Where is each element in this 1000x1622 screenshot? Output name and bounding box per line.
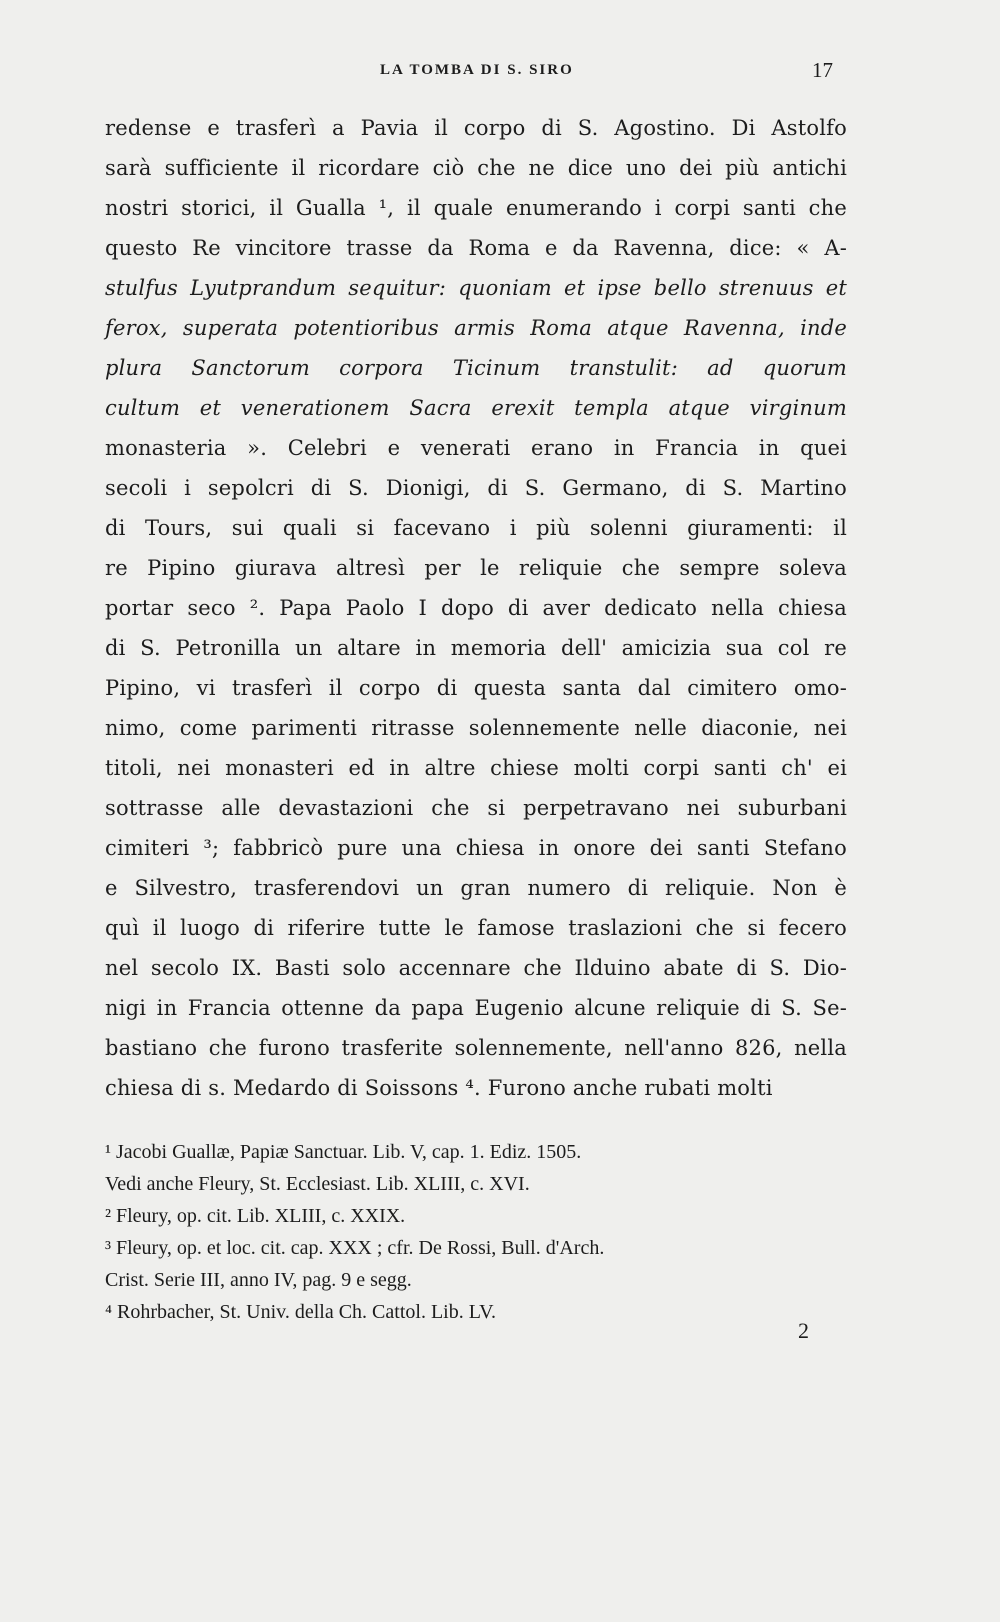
body-line: redense e trasferì a Pavia il corpo di S. Agostino. Di Astolfo [105,116,847,140]
footnote-2: ² Fleury, op. cit. Lib. XLIII, c. XXIX. [105,1205,406,1227]
body-line: Pipino, vi trasferì il corpo di questa santa dal cimitero omo- [105,676,847,700]
footnote-4: ⁴ Rohrbacher, St. Univ. della Ch. Cattol. Lib. LV. [105,1301,496,1323]
signature-mark: 2 [798,1318,809,1343]
body-line: quì il luogo di riferire tutte le famose traslazioni che si fecero [105,916,847,940]
body-line: di S. Petronilla un altare in memoria dell' amicizia sua col re [105,636,847,660]
footnote-3: ³ Fleury, op. et loc. cit. cap. XXX ; cfr. De Rossi, Bull. d'Arch. [105,1237,605,1259]
body-line: nigi in Francia ottenne da papa Eugenio alcune reliquie di S. Se- [105,996,847,1020]
body-line-latin: plura Sanctorum corpora Ticinum transtulit: ad quorum [105,356,847,380]
body-line: bastiano che furono trasferite solennemente, nell'anno 826, nella [105,1036,847,1060]
body-line: chiesa di s. Medardo di Soissons ⁴. Furono anche rubati molti [105,1076,773,1100]
body-line: questo Re vincitore trasse da Roma e da Ravenna, dice: « A- [105,236,847,260]
body-line: titoli, nei monasteri ed in altre chiese molti corpi santi ch' ei [105,756,847,780]
body-line: e Silvestro, trasferendovi un gran numero di reliquie. Non è [105,876,847,900]
body-line: nel secolo IX. Basti solo accennare che Ilduino abate di S. Dio- [105,956,847,980]
body-line-latin: cultum et venerationem Sacra erexit templa atque virginum [105,396,847,420]
body-line: portar seco ². Papa Paolo I dopo di aver dedicato nella chiesa [105,596,847,620]
body-line: sarà sufficiente il ricordare ciò che ne dice uno dei più antichi [105,156,847,180]
body-line: re Pipino giurava altresì per le reliquie che sempre soleva [105,556,847,580]
footnote-3-continued: Crist. Serie III, anno IV, pag. 9 e segg. [105,1269,412,1291]
body-line: nostri storici, il Gualla ¹, il quale enumerando i corpi santi che [105,196,847,220]
body-line: sottrasse alle devastazioni che si perpetravano nei suburbani [105,796,847,820]
body-line-latin: stulfus Lyutprandum sequitur: quoniam et ipse bello strenuus et [105,276,847,300]
footnotes [105,1136,855,1328]
body-line: nimo, come parimenti ritrasse solennemente nelle diaconie, nei [105,716,847,740]
body-line-latin: ferox, superata potentioribus armis Roma atque Ravenna, inde [105,316,847,340]
page-number: 17 [812,58,833,82]
body-line: monasteria ». Celebri e venerati erano in Francia in quei [105,436,847,460]
footnote-1: ¹ Jacobi Guallæ, Papiæ Sanctuar. Lib. V, cap. 1. Ediz. 1505. [105,1141,582,1163]
body-line: cimiteri ³; fabbricò pure una chiesa in onore dei santi Stefano [105,836,847,860]
body-text [105,108,847,1108]
running-title: LA TOMBA DI S. SIRO [380,62,574,78]
body-line: di Tours, sui quali si facevano i più solenni giuramenti: il [105,516,847,540]
body-line: secoli i sepolcri di S. Dionigi, di S. Germano, di S. Martino [105,476,847,500]
footnote-1-continued: Vedi anche Fleury, St. Ecclesiast. Lib. XLIII, c. XVI. [105,1173,530,1195]
